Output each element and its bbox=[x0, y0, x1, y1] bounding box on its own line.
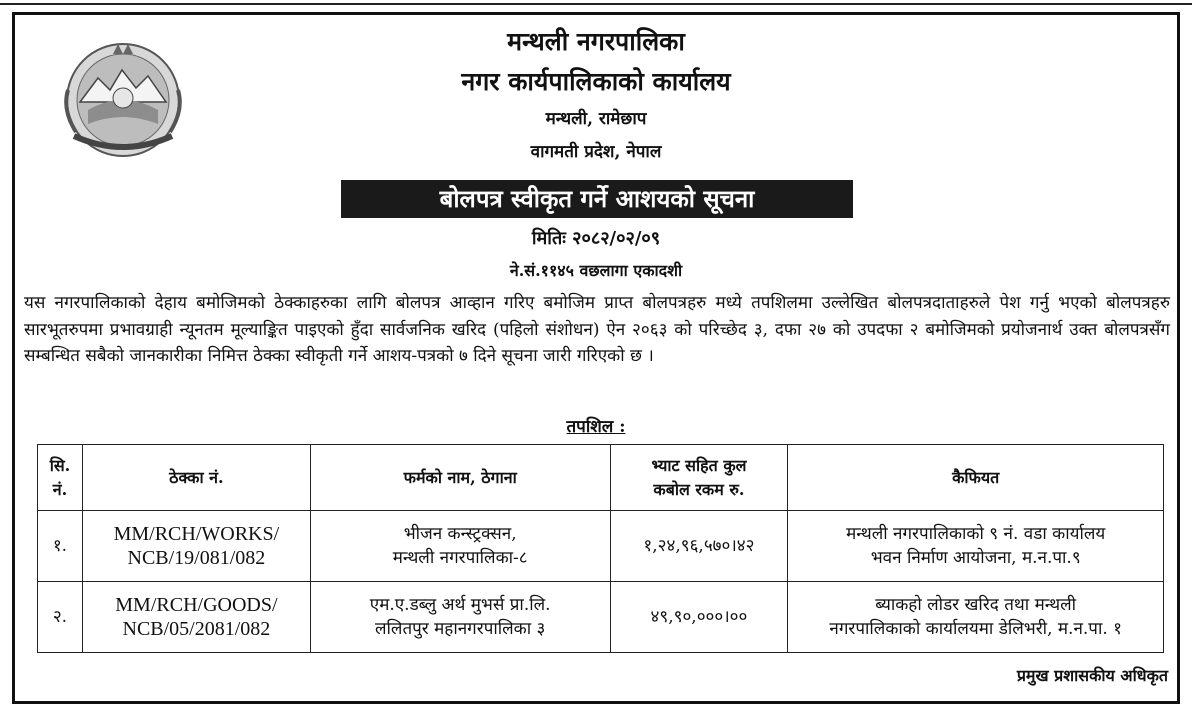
top-rule bbox=[0, 3, 1192, 5]
row-amount: १,२४,९६,५७०।४२ bbox=[610, 511, 788, 582]
table-row bbox=[38, 582, 1164, 653]
notice-date: मितिः २०८२/०२/०९ bbox=[531, 228, 661, 249]
row-firm: भीजन कन्स्ट्रक्सन, मन्थली नगरपालिका-८ bbox=[310, 511, 610, 582]
signatory-title: प्रमुख प्रशासकीय अधिकृत bbox=[1016, 666, 1168, 685]
header-sn: सि. नं. bbox=[38, 445, 83, 511]
notice-body: यस नगरपालिकाको देहाय बमोजिमको ठेक्काहरुका लागि बोलपत्र आव्हान गरिए बमोजिम प्राप्त बोलपत्रहरु मध्ये तपशिलमा उल्लेखित बोलपत्रदाताहरुले पेश गर्नु भएको बोलपत्रहरु सारभूतरुपमा प्रभावग्राही न्यूनतम मूल्याङ्कित पाइएको हुँदा सार्वजनिक खरिद (पहिलो संशोधन) ऐन २०६३ को परिच्छेद ३, दफा २७ को उपदफा २ बमोजिमको प्रयोजनार्थ उक्त बोलपत्रसँग सम्बन्धित सबैको जानकारीका निमित्त ठेक्का स्वीकृती गर्ने आशय-पत्रको ७ दिने सूचना जारी गरिएको छ । bbox=[24, 293, 1170, 366]
table-row bbox=[38, 511, 1164, 582]
row-sn: २. bbox=[38, 582, 83, 653]
province-name: वागमती प्रदेश, नेपाल bbox=[530, 142, 662, 162]
row-remarks: मन्थली नगरपालिकाको ९ नं. वडा कार्यालय भवन निर्माण आयोजना, म.न.पा.९ bbox=[788, 511, 1164, 582]
header-amount: भ्याट सहित कुल कबोल रकम रु. bbox=[610, 445, 788, 511]
header-remarks: कैफियत bbox=[788, 445, 1164, 511]
row-amount: ४९,९०,०००।०० bbox=[610, 582, 788, 653]
header bbox=[0, 22, 1192, 168]
tender-table bbox=[37, 444, 1164, 653]
row-sn: १. bbox=[38, 511, 83, 582]
header-contract-no: ठेक्का नं. bbox=[82, 445, 310, 511]
row-firm: एम.ए.डब्लु अर्थ मुभर्स प्रा.लि. ललितपुर महानगरपालिका ३ bbox=[310, 582, 610, 653]
header-firm: फर्मको नाम, ठेगाना bbox=[310, 445, 610, 511]
details-heading-label: तपशिल : bbox=[566, 417, 626, 437]
table-header-row bbox=[38, 445, 1164, 511]
row-contract-no: MM/RCH/WORKS/ NCB/19/081/082 bbox=[82, 511, 310, 582]
row-remarks: ब्याकहो लोडर खरिद तथा मन्थली नगरपालिकाको कार्यालयमा डेलिभरी, म.न.पा. १ bbox=[788, 582, 1164, 653]
nepal-sambat-date: ने.सं.११४५ वछलागा एकादशी bbox=[509, 261, 683, 280]
municipality-name: मन्थली नगरपालिका bbox=[507, 27, 685, 56]
row-contract-no: MM/RCH/GOODS/ NCB/05/2081/082 bbox=[82, 582, 310, 653]
notice-title: बोलपत्र स्वीकृत गर्ने आशयको सूचना bbox=[341, 180, 853, 218]
office-location: मन्थली, रामेछाप bbox=[545, 109, 647, 129]
office-name: नगर कार्यपालिकाको कार्यालय bbox=[461, 67, 731, 96]
details-heading bbox=[0, 414, 1192, 437]
